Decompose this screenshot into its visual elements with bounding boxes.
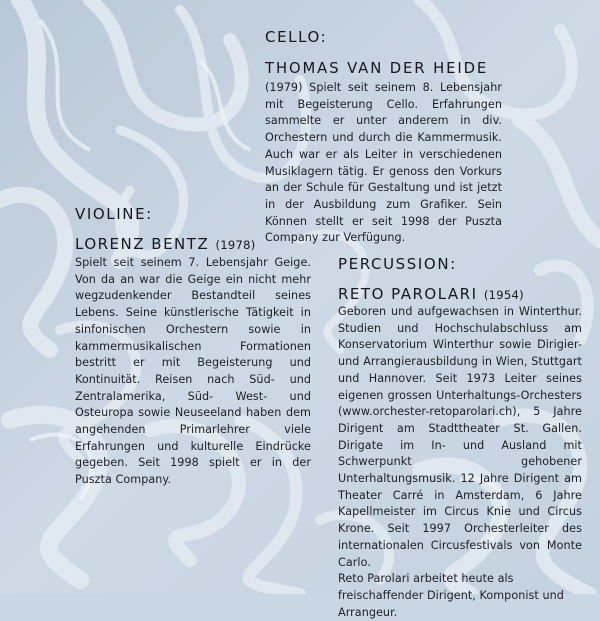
percussion-biography: Geboren und aufgewachsen in Winterthur. Studien und Hochschulabschluss am Konservatorium Winterthur sowie Dirigier- und Arrangierausbildung in Wien, Stuttgart und Hannover. Seit 1973 Leiter seines eigenen grossen Unterhaltungs-Orchesters (www.orchester-retoparolari.ch), 5 Jahre Dirigent am Stadttheater St. Gallen. Dirigate im In- und Ausland mit Schwerpunkt gehobener Unterhaltungsmusik. 12 Jahre Dirigent am Theater Carré in Amsterdam, 6 Jahre Kapellmeister im Circus Knie und Circus Krone. Seit 1997 Orchesterleiter des internationalen Circusfestivals von Monte Carlo. — [338, 305, 582, 569]
percussion-section — [338, 255, 582, 621]
violine-biography: Spielt seit seinem 7. Lebensjahr Geige. Von da an war die Geige ein nicht mehr wegzudenkender Bestandteil seines Lebens. Seine künstlerische Tätigkeit in sinfonischen Orchestern sowie in kammermusikalischen Formationen bestritt er mit Begeisterung und Kontinuität. Reisen nach Süd- und Zentralamerika, Süd- West- und Osteuropa sowie Neuseeland haben dem angehenden Primarlehrer viele Erfahrungen und kulturelle Eindrücke gegeben. Seit 1998 spielt er in der Puszta Company. — [75, 256, 311, 487]
violine-birth-year: (1978) — [215, 238, 256, 252]
percussion-musician-name — [338, 285, 582, 303]
violine-section — [75, 205, 311, 489]
percussion-heading: PERCUSSION: — [338, 255, 457, 273]
percussion-biography-closing: Reto Parolari arbeitet heute als freischaffender Dirigent, Komponist und Arrangeur. — [338, 572, 564, 619]
percussion-birth-year: (1954) — [483, 288, 524, 302]
violine-name-text: LORENZ BENTZ — [75, 235, 210, 253]
percussion-name-text: RETO PAROLARI — [338, 285, 478, 303]
cello-heading: CELLO: — [265, 28, 328, 46]
violine-heading: VIOLINE: — [75, 205, 153, 223]
cello-musician-name: THOMAS VAN DER HEIDE — [265, 60, 489, 77]
violine-musician-name — [75, 235, 311, 253]
cello-biography: (1979) Spielt seit seinem 8. Lebensjahr mit Begeisterung Cello. Erfahrungen sammelte er unter anderem in div. Orchestern und durch die Kammermusik. Auch war er als Leiter in verschiedenen Musiklagern tätig. Er genoss den Vorkurs an der Schule für Gestaltung und ist jetzt in der Ausbildung zum Grafiker. Sein Können stellt er seit 1998 der Puszta Company zur Verfügung. — [265, 81, 502, 245]
